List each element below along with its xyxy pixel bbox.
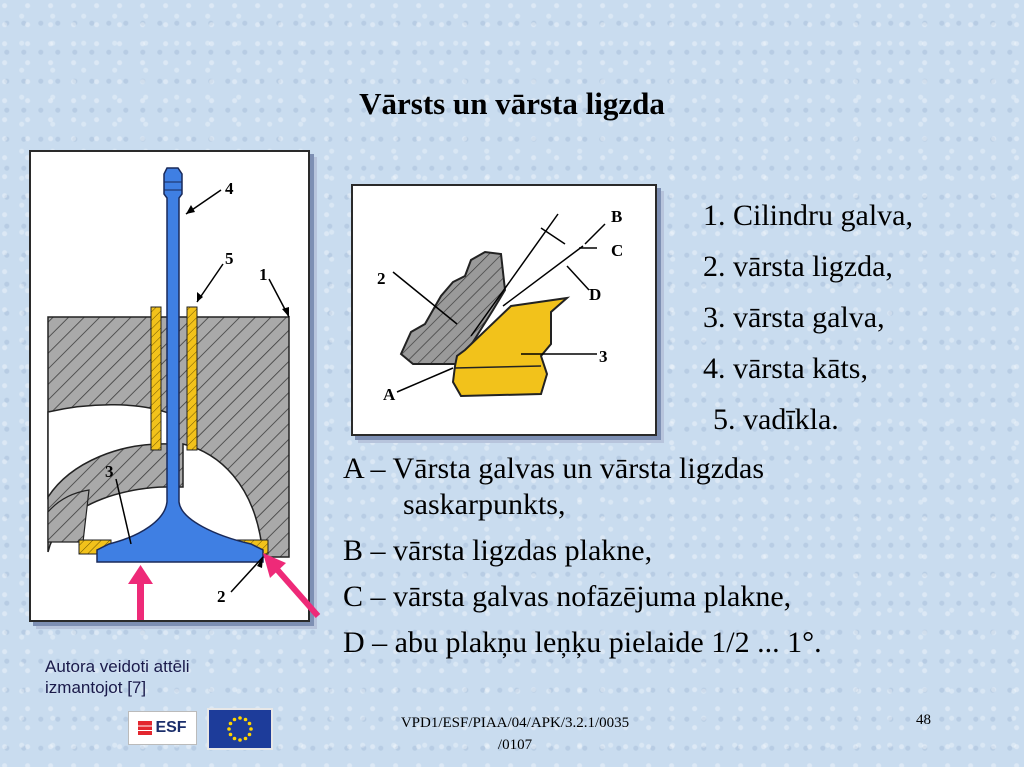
definition-a-line2: saskarpunkts, xyxy=(403,488,566,521)
valve-cross-section-diagram xyxy=(29,150,310,622)
definition-b: B – vārsta ligzdas plakne, xyxy=(343,534,653,567)
pink-arrows xyxy=(128,565,153,620)
credit-line1: Autora veidoti attēli xyxy=(45,657,190,676)
slide-title: Vārsts un vārsta ligzda xyxy=(359,86,665,121)
esf-flag-icon xyxy=(138,721,152,735)
list-item: 4. vārsta kāts, xyxy=(703,352,868,385)
valve-guide-left xyxy=(151,307,161,450)
label-3: 3 xyxy=(105,462,114,481)
label-3-detail: 3 xyxy=(599,347,608,366)
footer-code-line1: VPD1/ESF/PIAA/04/APK/3.2.1/0035 xyxy=(400,715,630,731)
definition-a-line1: A – Vārsta galvas un vārsta ligzdas xyxy=(343,452,765,485)
esf-logo-text: ESF xyxy=(155,719,187,736)
label-2-detail: 2 xyxy=(377,269,386,288)
label-1: 1 xyxy=(259,265,268,284)
footer-project-code xyxy=(365,712,665,756)
label-2: 2 xyxy=(217,587,226,606)
valve-guide-right xyxy=(187,307,197,450)
definitions-list xyxy=(343,451,1013,671)
label-c: C xyxy=(611,241,624,260)
label-d: D xyxy=(589,285,602,304)
seat-detail-svg xyxy=(353,186,655,434)
definition-a xyxy=(343,451,1013,523)
label-5: 5 xyxy=(225,249,234,268)
page-number: 48 xyxy=(916,712,931,728)
list-item: 1. Cilindru galva, xyxy=(703,199,913,232)
list-item: 2. vārsta ligzda, xyxy=(703,250,893,283)
label-b: B xyxy=(611,207,623,226)
footer-code-line2: /0107 xyxy=(497,737,533,753)
definition-d: D – abu plakņu leņķu pielaide 1/2 ... 1°. xyxy=(343,626,822,659)
image-credit xyxy=(45,656,190,698)
list-item: 3. vārsta galva, xyxy=(703,301,885,334)
valve-cross-section-svg xyxy=(31,152,308,620)
list-item: 5. vadīkla. xyxy=(713,403,839,436)
definition-c: C – vārsta galvas nofāzējuma plakne, xyxy=(343,580,792,613)
label-a: A xyxy=(383,385,396,404)
label-4: 4 xyxy=(225,179,234,198)
parts-list xyxy=(703,190,913,445)
eu-flag-icon xyxy=(207,708,273,750)
credit-line2: izmantojot [7] xyxy=(45,678,147,697)
esf-logo xyxy=(128,711,197,745)
seat-detail-diagram xyxy=(351,184,657,436)
